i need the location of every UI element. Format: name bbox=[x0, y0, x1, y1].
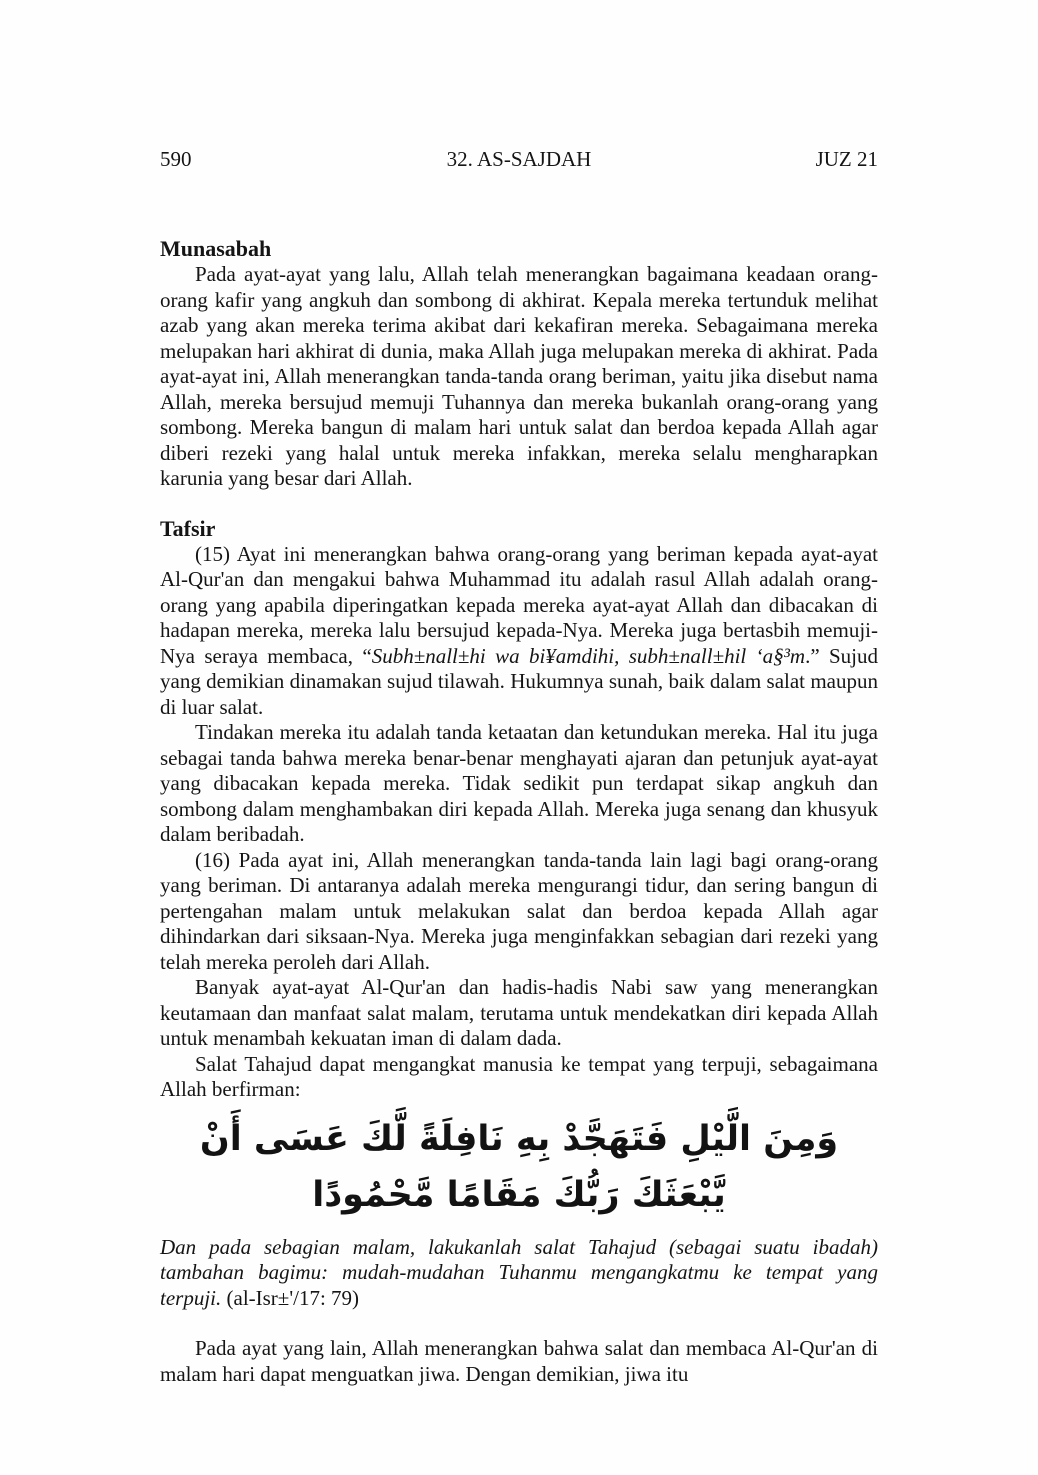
text-run: Tindakan mereka itu adalah tanda ketaatan dan ketundukan mereka. Hal itu juga sebagai tanda bahwa mereka benar-benar menghayati ajaran dan petunjuk ayat-ayat yang dibacakan kepada mereka. Tidak sedikit pun terdapat sikap angkuh dan sombong dalam menghambakan diri kepada Allah. Mereka juga senang dan khusyuk dalam beribadah. bbox=[160, 720, 878, 846]
tafsir-paragraph-2 bbox=[160, 720, 878, 848]
juz-label: JUZ 21 bbox=[815, 147, 878, 171]
text-run: (15) Ayat ini menerangkan bahwa orang-orang yang beriman kepada ayat-ayat Al-Qur'an dan mengakui bahwa Muhammad itu adalah rasul Allah adalah orang-orang yang apabila diperingatkan kepada mereka ayat-ayat Allah dan dibacakan di hadapan mereka, mereka lalu bersujud kepada-Nya. Mereka juga bertasbih memuji-Nya seraya membaca, “ bbox=[160, 541, 878, 668]
tafsir-paragraph-4 bbox=[160, 975, 878, 1052]
tafsir-paragraph-5 bbox=[160, 1052, 878, 1103]
translation-run: Dan pada sebagian malam, lakukanlah salat Tahajud (sebagai suatu ibadah) tambahan bagimu: mudah-mudahan Tuhanmu mengangkatmu ke tempat yang terpuji. bbox=[160, 1234, 878, 1310]
text-run: Salat Tahajud dapat mengangkat manusia ke tempat yang terpuji, sebagaimana Allah berfirman: bbox=[160, 1051, 878, 1101]
verse-translation bbox=[160, 1235, 878, 1312]
text-run: (16) Pada ayat ini, Allah menerangkan tanda-tanda lain lagi bagi orang-orang yang beriman. Di antaranya adalah mereka mengurangi tidur, dan sering bangun di pertengahan malam untuk melakukan salat dan berdoa kepada Allah agar dihindarkan dari siksaan-Nya. Mereka juga menginfakkan sebagian dari rezeki yang telah mereka peroleh dari Allah. bbox=[160, 847, 878, 974]
tafsir-heading: Tafsir bbox=[160, 515, 216, 541]
verse-reference: (al-Isr±'/17: 79) bbox=[226, 1285, 360, 1310]
munasabah-heading: Munasabah bbox=[160, 236, 272, 261]
tafsir-paragraph-15 bbox=[160, 542, 878, 721]
page-header bbox=[160, 146, 878, 172]
quran-verse-block bbox=[160, 1111, 878, 1223]
page-number: 590 bbox=[160, 147, 192, 171]
text-run: .” Sujud yang demikian dinamakan sujud tilawah. Hukumnya sunah, baik dalam salat maupun di luar salat. bbox=[160, 643, 879, 719]
closing-paragraph: Pada ayat yang lain, Allah menerangkan bahwa salat dan membaca Al-Qur'an di malam hari dapat menguatkan jiwa. Dengan demikian, jiwa itu bbox=[160, 1336, 878, 1386]
transliteration-run: Subh±nall±hi wa bi¥amdihi, subh±nall±hil ‘a§³m bbox=[371, 643, 806, 668]
chapter-title: 32. AS-SAJDAH bbox=[446, 147, 592, 171]
arabic-verse: وَمِنَ الَّيْلِ فَتَهَجَّدْ بِهِ نَافِلَةً لَّكَ عَسَى أَنْ يَّبْعَثَكَ رَبُّكَ مَقَامًا مَّحْمُودًا bbox=[199, 1118, 839, 1215]
munasabah-paragraph: Pada ayat-ayat yang lalu, Allah telah menerangkan bagaimana keadaan orang-orang kafir yang angkuh dan sombong di akhirat. Kepala mereka tertunduk melihat azab yang akan mereka terima akibat dari kekafiran mereka. Sebagaimana mereka melupakan hari akhirat di dunia, maka Allah juga melupakan mereka di akhirat. Pada ayat-ayat ini, Allah menerangkan tanda-tanda orang beriman, yaitu jika disebut nama Allah, mereka bersujud memuji Tuhannya dan mereka bukanlah orang-orang yang sombong. Mereka bangun di malam hari untuk salat dan berdoa kepada Allah agar diberi rezeki yang halal untuk mereka infakkan, mereka selalu mengharapkan karunia yang besar dari Allah. bbox=[160, 262, 878, 490]
tafsir-paragraph-16 bbox=[160, 848, 878, 976]
text-run: Banyak ayat-ayat Al-Qur'an dan hadis-hadis Nabi saw yang menerangkan keutamaan dan manfaat salat malam, terutama untuk mendekatkan diri kepada Allah untuk menambah kekuatan iman di dalam dada. bbox=[160, 975, 878, 1050]
